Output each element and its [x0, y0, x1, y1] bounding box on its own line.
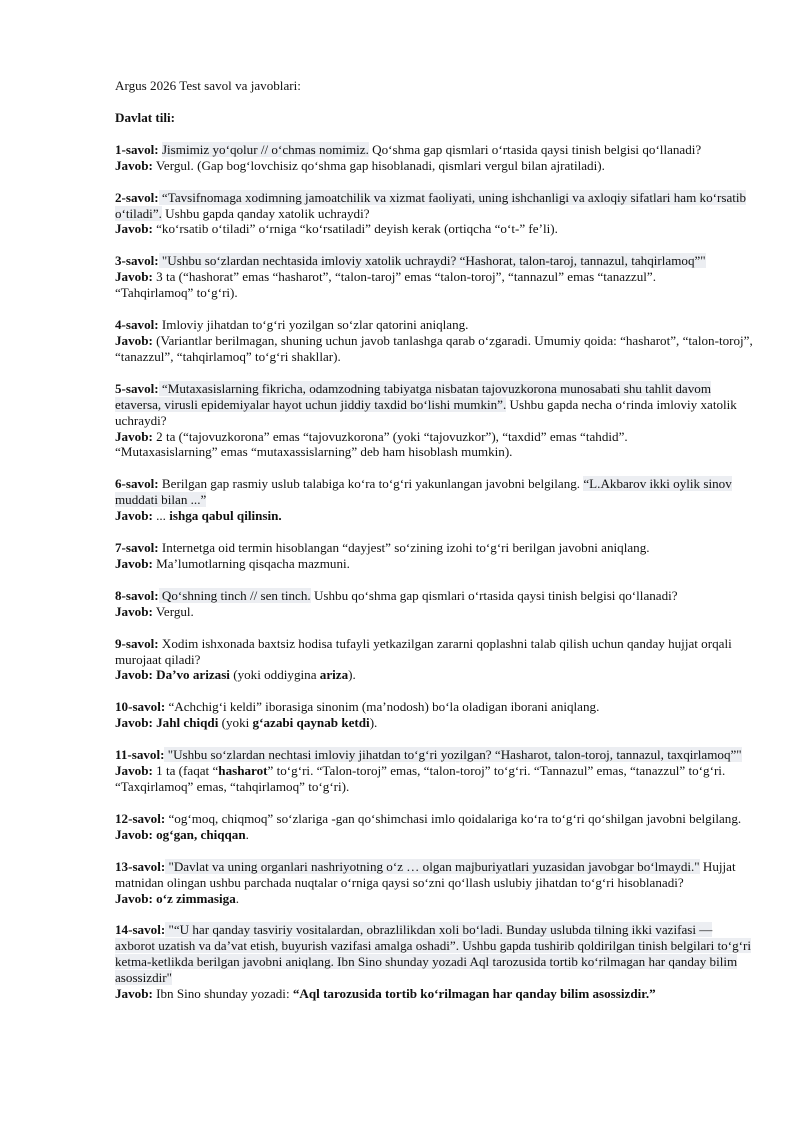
- question-label: 2-savol:: [115, 189, 159, 205]
- answer-label: Javob:: [115, 269, 153, 285]
- answer-text: Vergul. (Gap bog‘lovchisiz qo‘shma gap hisoblanadi, qismlari vergul bilan ajratiladi).: [152, 157, 605, 173]
- question-highlight: "Ushbu so‘zlardan nechtasi imloviy jihatdan to‘g‘ri yozilgan? “Hasharot, talon-toroj, tannazul, taxqirlamoq”": [164, 747, 742, 763]
- question-2: [115, 190, 755, 222]
- question-label: 6-savol:: [115, 476, 159, 492]
- answer-text: Ma’lumotlarning qisqacha mazmuni.: [152, 555, 350, 571]
- question-text: Imloviy jihatdan to‘g‘ri yozilgan so‘zlar qatorini aniqlang.: [158, 317, 469, 333]
- answer-14: [115, 986, 755, 1002]
- question-label: 8-savol:: [115, 587, 159, 603]
- question-label: 3-savol:: [115, 253, 159, 269]
- answer-9: [115, 667, 755, 683]
- answer-10: [115, 715, 755, 731]
- answer-label: Javob:: [115, 986, 153, 1002]
- question-block-2: [115, 190, 755, 238]
- question-12: [115, 811, 755, 827]
- answer-bold: Da’vo arizasi: [156, 667, 230, 683]
- answer-bold: og‘gan, chiqqan: [156, 826, 246, 842]
- answer-bold: Jahl chiqdi: [156, 715, 219, 731]
- question-block-12: [115, 811, 755, 843]
- question-block-8: [115, 588, 755, 620]
- answer-text-continued: “Tahqirlamoq” to‘g‘ri).: [115, 285, 238, 301]
- question-label: 11-savol:: [115, 747, 165, 763]
- question-6: [115, 476, 755, 508]
- question-label: 5-savol:: [115, 380, 159, 396]
- answer-text: “ko‘rsatib o‘tiladi” o‘rniga “ko‘rsatiladi” deyish kerak (ortiqcha “o‘t-” fe’li).: [152, 221, 558, 237]
- section-heading: Davlat tili:: [115, 109, 176, 125]
- question-highlight: "Ushbu so‘zlardan nechtasida imloviy xatolik uchraydi? “Hashorat, talon-taroj, tannazul, tahqirlamoq”": [158, 253, 706, 269]
- question-text: Ushbu gapda qanday xatolik uchraydi?: [161, 205, 370, 221]
- answer-text: (yoki: [218, 715, 253, 731]
- answer-12: [115, 827, 755, 843]
- question-text: Internetga oid termin hisoblangan “dayjest” so‘zining izohi to‘g‘ri berilgan javobni aniqlang.: [158, 540, 650, 556]
- answer-text-end: ” to‘g‘ri. “Talon-toroj” emas, “talon-toroj” to‘g‘ri. “Tannazul” emas, “tanazzul” to‘g‘ri.: [267, 763, 726, 779]
- question-highlight: Jismimiz yo‘qolur // o‘chmas nomimiz.: [161, 141, 369, 157]
- question-block-6: [115, 476, 755, 524]
- answer-bold: hasharot: [218, 763, 268, 779]
- answer-label: Javob:: [115, 221, 153, 237]
- answer-label: Javob:: [115, 715, 153, 731]
- answer-text: 3 ta (“hashorat” emas “hasharot”, “talon-taroj” emas “talon-toroj”, “tannazul” emas “tanazzul”.: [152, 269, 656, 285]
- question-label: 12-savol:: [115, 810, 166, 826]
- question-block-11: [115, 747, 755, 795]
- question-block-10: [115, 699, 755, 731]
- question-label: 1-savol:: [115, 141, 159, 157]
- question-1: [115, 142, 755, 158]
- answer-label: Javob:: [115, 603, 153, 619]
- question-text: Ushbu qo‘shma gap qismlari o‘rtasida qaysi tinish belgisi qo‘llanadi?: [310, 587, 678, 603]
- answer-text-end: .: [245, 826, 249, 842]
- question-highlight: "Davlat va uning organlari nashriyotning o‘z … olgan majburiyatlari yuzasidan javobgar bo‘lmaydi.": [165, 858, 700, 874]
- question-text: Berilgan gap rasmiy uslub talabiga ko‘ra to‘g‘ri yakunlangan javobni belgilang.: [158, 476, 584, 492]
- answer-bold: “Aql tarozusida tortib ko‘rilmagan har qanday bilim asossizdir.”: [292, 986, 656, 1002]
- question-highlight: Qo‘shning tinch // sen tinch.: [158, 587, 311, 603]
- question-block-1: [115, 142, 755, 174]
- question-highlight: “Mutaxasislarning fikricha, odamzodning tabiyatga nisbatan tajovuzkorona munosabati shu tahlit davom etaversa, virusli epidemiyalar hayot uchun jiddiy taxdid bo‘lishi mumkin”.: [115, 380, 712, 412]
- answer-2: [115, 221, 755, 237]
- answer-label: Javob:: [115, 667, 153, 683]
- question-highlight: “Tavsifnomaga xodimning jamoatchilik va xizmat faoliyati, uning ishchanligi va axloqiy sifatlari ham ko‘rsatib o‘tiladi”.: [115, 189, 747, 221]
- question-8: [115, 588, 755, 604]
- answer-text: Ibn Sino shunday yozadi:: [152, 986, 293, 1002]
- question-text: Ushbu gapda necha o‘rinda imloviy xatolik uchraydi?: [115, 396, 737, 428]
- answer-label: Javob:: [115, 555, 153, 571]
- question-label: 14-savol:: [115, 922, 166, 938]
- question-5: [115, 381, 755, 429]
- answer-11: [115, 763, 755, 795]
- answer-text: 2 ta (“tajovuzkorona” emas “tajovuzkorona” (yoki “tajovuzkor”), “taxdid” emas “tahdid”.: [152, 428, 628, 444]
- question-label: 4-savol:: [115, 317, 159, 333]
- answer-text-continued: “Mutaxasislarning” emas “mutaxassislarning” deb ham hisoblash mumkin).: [115, 444, 513, 460]
- answer-label: Javob:: [115, 890, 153, 906]
- answer-text-end: ).: [348, 667, 356, 683]
- question-14: [115, 922, 755, 986]
- question-block-14: [115, 922, 755, 1002]
- answer-4: [115, 333, 755, 365]
- question-label: 13-savol:: [115, 858, 166, 874]
- answer-label: Javob:: [115, 157, 153, 173]
- answer-text-end: .: [235, 890, 240, 906]
- answer-bold-alt: ariza: [319, 667, 349, 683]
- question-highlight: "“U har qanday tasviriy vositalardan, obrazlilikdan xoli bo‘ladi. Bunday uslubda tilning ikki vazifasi — axborot uzatish va da’vat etish, buyurish vazifasi amalga oshadi”. Ushbu gapda tushirib qoldirilgan tinish belgilari to‘g‘ri ketma-ketlikda berilgan javobni aniqlang. Ibn Sino shunday yozadi Aql tarozusida tortib ko‘rilmagan har qanday bilim asossizdir": [115, 922, 751, 986]
- question-block-7: [115, 540, 755, 572]
- question-block-9: [115, 636, 755, 684]
- answer-text: (yoki oddiygina: [229, 667, 320, 683]
- question-label: 9-savol:: [115, 635, 159, 651]
- question-text: “Achchig‘i keldi” iborasiga sinonim (ma’nodosh) bo‘la oladigan iborani aniqlang.: [165, 699, 600, 715]
- answer-13: [115, 891, 755, 907]
- answer-bold: o‘z zimmasiga: [156, 890, 236, 906]
- answer-6: [115, 508, 755, 524]
- question-4: [115, 317, 755, 333]
- question-text: “og‘moq, chiqmoq” so‘zlariga -gan qo‘shimchasi imlo qoidalariga ko‘ra to‘g‘ri qo‘shilgan javobni belgilang.: [165, 810, 742, 826]
- answer-bold: ishga qabul qilinsin.: [169, 508, 282, 524]
- question-block-13: [115, 859, 755, 907]
- question-9: [115, 636, 755, 668]
- answer-label: Javob:: [115, 428, 153, 444]
- answer-label: Javob:: [115, 826, 153, 842]
- answer-text: ...: [152, 508, 170, 524]
- answer-text-continued: “Taxqirlamoq” emas, “tahqirlamoq” to‘g‘ri).: [115, 779, 350, 794]
- answer-label: Javob:: [115, 332, 153, 348]
- answer-text: Vergul.: [152, 603, 194, 619]
- question-3: [115, 253, 755, 269]
- answer-8: [115, 604, 755, 620]
- question-text: Xodim ishxonada baxtsiz hodisa tufayli yetkazilgan zararni qoplashni talab qilish uchun qanday hujjat orqali murojaat qiladi?: [115, 635, 732, 667]
- question-text: Qo‘shma gap qismlari o‘rtasida qaysi tinish belgisi qo‘llanadi?: [368, 141, 702, 157]
- question-label: 10-savol:: [115, 699, 166, 715]
- answer-7: [115, 556, 755, 572]
- question-highlight: “L.Akbarov ikki oylik sinov muddati bilan ...”: [115, 476, 732, 508]
- question-7: [115, 540, 755, 556]
- question-block-3: [115, 253, 755, 301]
- question-11: [115, 747, 755, 763]
- question-text: Hujjat matnidan olingan ushbu parchada nuqtalar o‘rniga qaysi so‘zni qo‘llash uslubiy jihatdan to‘g‘ri hisoblanadi?: [115, 858, 736, 890]
- answer-5: [115, 429, 755, 461]
- question-block-4: [115, 317, 755, 365]
- answer-text-end: ).: [369, 715, 378, 731]
- question-10: [115, 699, 755, 715]
- question-label: 7-savol:: [115, 540, 159, 556]
- document-title: Argus 2026 Test savol va javoblari:: [115, 78, 301, 93]
- answer-3: [115, 269, 755, 301]
- answer-label: Javob:: [115, 508, 153, 524]
- document-page: [115, 78, 755, 1018]
- answer-text: 1 ta (faqat “: [152, 763, 219, 779]
- answer-1: [115, 158, 755, 174]
- question-block-5: [115, 381, 755, 461]
- answer-label: Javob:: [115, 763, 153, 779]
- question-13: [115, 859, 755, 891]
- answer-bold-alt: g‘azabi qaynab ketdi: [252, 715, 370, 731]
- answer-text: (Variantlar berilmagan, shuning uchun javob tanlashga qarab o‘zgaradi. Umumiy qoida: “hasharot”, “talon-toroj”, “tanazzul”, “tahqirlamoq” to‘g‘ri shakllar).: [115, 332, 753, 364]
